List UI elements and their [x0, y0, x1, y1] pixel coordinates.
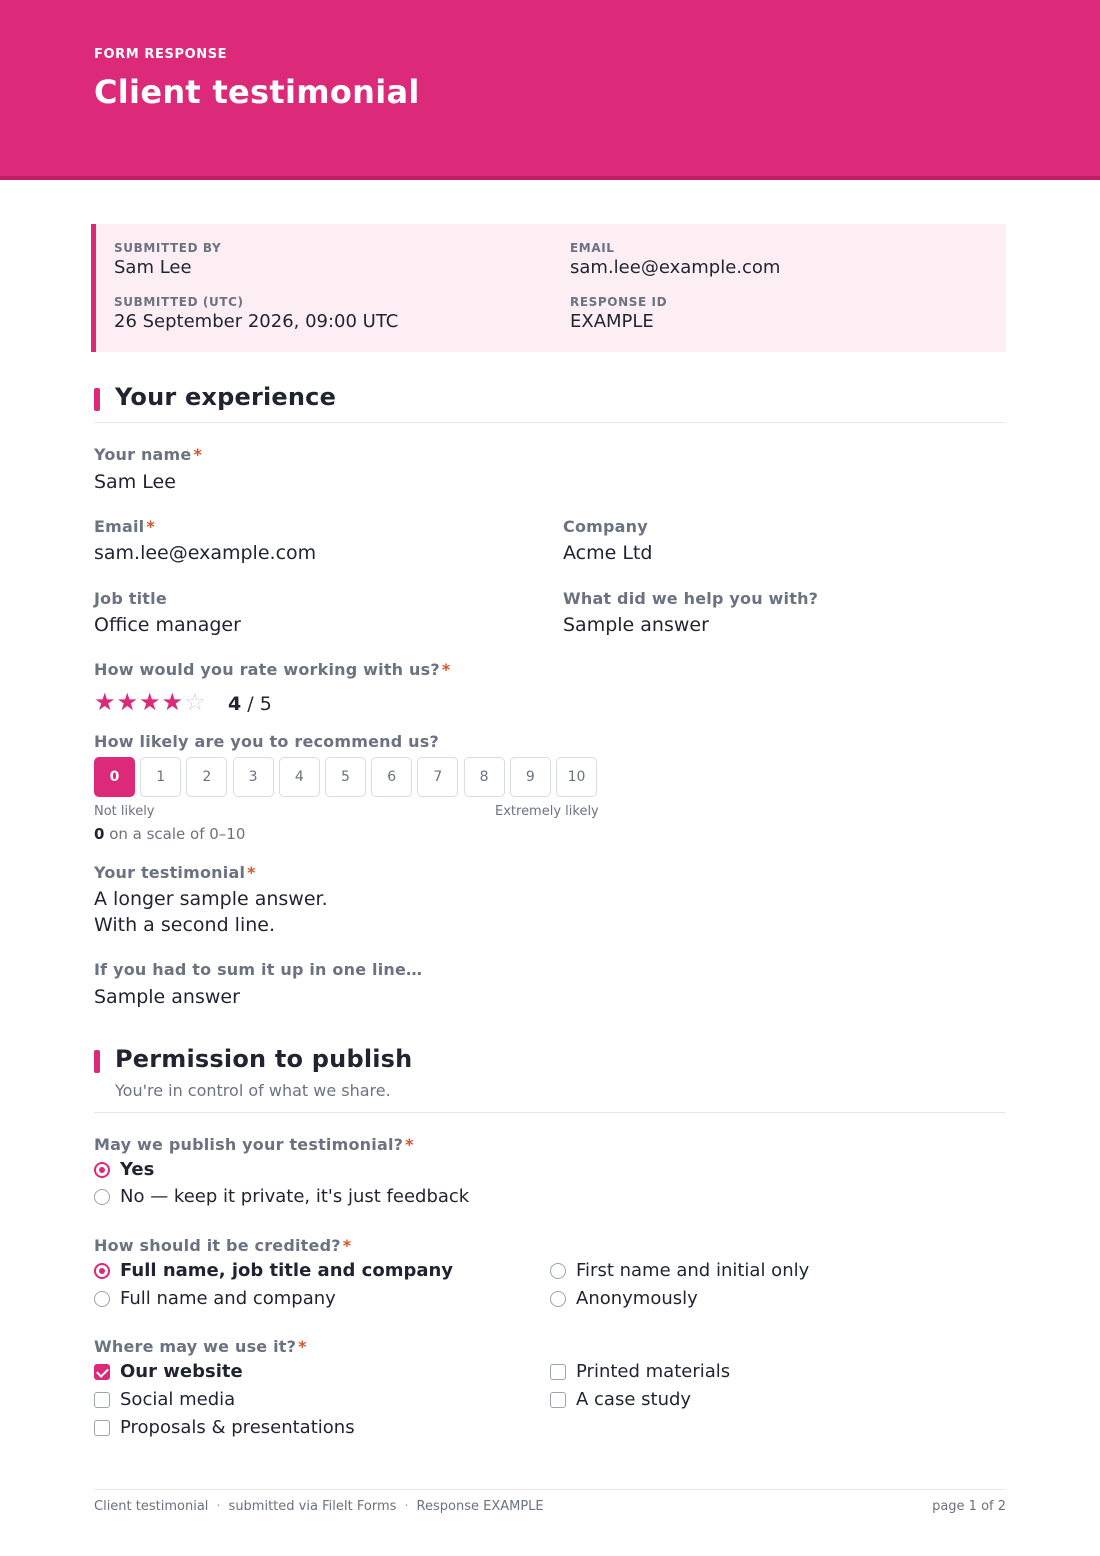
- nps-option-10[interactable]: 10: [556, 757, 597, 797]
- field-value-testimonial-line2: With a second line.: [94, 914, 275, 936]
- field-label-email: Email *: [94, 517, 155, 536]
- field-label-usage: Where may we use it? *: [94, 1337, 307, 1356]
- submitted-utc-value: 26 September 2026, 09:00 UTC: [114, 311, 399, 332]
- radio-empty-icon: [94, 1291, 110, 1307]
- checkbox-proposals[interactable]: Proposals & presentations: [94, 1417, 355, 1438]
- required-marker: *: [405, 1135, 414, 1154]
- radio-empty-icon: [550, 1291, 566, 1307]
- email-value: sam.lee@example.com: [570, 257, 781, 278]
- field-label-nps: How likely are you to recommend us?: [94, 732, 439, 751]
- field-value-company: Acme Ltd: [563, 542, 653, 564]
- checkbox-empty-icon: [550, 1364, 566, 1380]
- checkbox-social-media[interactable]: Social media: [94, 1389, 235, 1410]
- star-filled-icon: ★: [161, 688, 185, 716]
- nps-option-5[interactable]: 5: [325, 757, 366, 797]
- footer-form-name: Client testimonial: [94, 1499, 209, 1514]
- nps-scale-note: 0 on a scale of 0–10: [94, 825, 246, 843]
- field-label-sum-up: If you had to sum it up in one line…: [94, 960, 423, 979]
- star-filled-icon: ★: [139, 688, 162, 716]
- checkbox-our-website[interactable]: Our website: [94, 1361, 243, 1382]
- required-marker: *: [342, 1236, 352, 1255]
- submitter-email: [570, 241, 780, 278]
- checkbox-empty-icon: [550, 1392, 566, 1408]
- radio-option-anonymous[interactable]: Anonymously: [550, 1288, 698, 1309]
- field-value-testimonial-line1: A longer sample answer.: [94, 888, 328, 910]
- footer-info: [94, 1499, 544, 1514]
- submitted-by-value: Sam Lee: [114, 257, 192, 278]
- section-accent-bar: [94, 388, 100, 411]
- radio-empty-icon: [94, 1189, 110, 1205]
- required-marker: *: [298, 1337, 307, 1356]
- required-marker: *: [146, 517, 155, 536]
- nps-option-1[interactable]: 1: [140, 757, 181, 797]
- field-label-rating: How would you rate working with us? *: [94, 660, 451, 679]
- field-label-name: Your name *: [94, 445, 203, 464]
- nps-option-8[interactable]: 8: [464, 757, 505, 797]
- field-value-name: Sam Lee: [94, 471, 176, 493]
- star-filled-icon: ★: [116, 688, 140, 716]
- checkbox-checked-icon: [94, 1364, 110, 1380]
- footer-response: Response EXAMPLE: [416, 1499, 544, 1514]
- response-id-value: EXAMPLE: [570, 311, 654, 332]
- footer-separator: ·: [404, 1499, 409, 1514]
- field-value-helped-with: Sample answer: [563, 614, 709, 636]
- rating-value: 4 / 5: [228, 693, 272, 715]
- nps-option-7[interactable]: 7: [417, 757, 458, 797]
- section-divider: [94, 1112, 1006, 1113]
- radio-option-yes[interactable]: Yes: [94, 1159, 154, 1180]
- section-divider: [94, 422, 1006, 423]
- response-id: [570, 295, 667, 332]
- field-label-company: Company: [563, 517, 648, 536]
- section-title-experience: Your experience: [115, 383, 337, 411]
- required-marker: *: [193, 445, 203, 464]
- checkbox-case-study[interactable]: A case study: [550, 1389, 691, 1410]
- submitted-utc: [114, 295, 398, 332]
- nps-high-label: Extremely likely: [495, 804, 599, 819]
- footer-separator: ·: [216, 1499, 221, 1514]
- field-value-job-title: Office manager: [94, 614, 241, 636]
- radio-option-name-company[interactable]: Full name and company: [94, 1288, 336, 1309]
- nps-option-9[interactable]: 9: [510, 757, 551, 797]
- required-marker: *: [247, 863, 256, 882]
- submitted-by: [114, 241, 221, 278]
- field-label-publish: May we publish your testimonial? *: [94, 1135, 414, 1154]
- radio-option-full-credit[interactable]: Full name, job title and company: [94, 1260, 453, 1281]
- field-label-helped-with: What did we help you with?: [563, 589, 819, 608]
- section-subtitle: You're in control of what we share.: [115, 1081, 391, 1100]
- field-label-credit: How should it be credited? *: [94, 1236, 352, 1255]
- checkbox-empty-icon: [94, 1420, 110, 1436]
- form-header: [0, 0, 1100, 180]
- footer-via: submitted via FileIt Forms: [228, 1499, 397, 1514]
- star-rating: [94, 688, 207, 716]
- section-accent-bar: [94, 1050, 100, 1073]
- radio-selected-icon: [94, 1263, 110, 1279]
- email-label: EMAIL: [570, 241, 615, 255]
- submitted-utc-label: SUBMITTED (UTC): [114, 295, 244, 309]
- radio-option-no[interactable]: No — keep it private, it's just feedback: [94, 1186, 469, 1207]
- nps-option-3[interactable]: 3: [233, 757, 274, 797]
- submitted-by-label: SUBMITTED BY: [114, 241, 222, 255]
- nps-option-2[interactable]: 2: [186, 757, 227, 797]
- footer-divider: [94, 1489, 1006, 1490]
- nps-low-label: Not likely: [94, 804, 155, 819]
- field-label-testimonial: Your testimonial *: [94, 863, 256, 882]
- page-title: Client testimonial: [94, 73, 420, 111]
- header-kicker: FORM RESPONSE: [94, 47, 228, 62]
- submission-meta: [91, 224, 1006, 352]
- star-empty-icon: ☆: [184, 688, 207, 716]
- checkbox-empty-icon: [94, 1392, 110, 1408]
- radio-option-first-name[interactable]: First name and initial only: [550, 1260, 809, 1281]
- nps-option-6[interactable]: 6: [371, 757, 412, 797]
- section-title-permission: Permission to publish: [115, 1045, 413, 1073]
- field-value-sum-up: Sample answer: [94, 986, 240, 1008]
- checkbox-printed-materials[interactable]: Printed materials: [550, 1361, 730, 1382]
- required-marker: *: [441, 660, 451, 679]
- field-label-job-title: Job title: [94, 589, 167, 608]
- field-value-email: sam.lee@example.com: [94, 542, 317, 564]
- radio-selected-icon: [94, 1162, 110, 1178]
- footer-page-number: page 1 of 2: [932, 1499, 1006, 1514]
- radio-empty-icon: [550, 1263, 566, 1279]
- nps-option-4[interactable]: 4: [279, 757, 320, 797]
- star-filled-icon: ★: [94, 688, 117, 716]
- response-id-label: RESPONSE ID: [570, 295, 668, 309]
- nps-option-0[interactable]: 0: [94, 757, 135, 797]
